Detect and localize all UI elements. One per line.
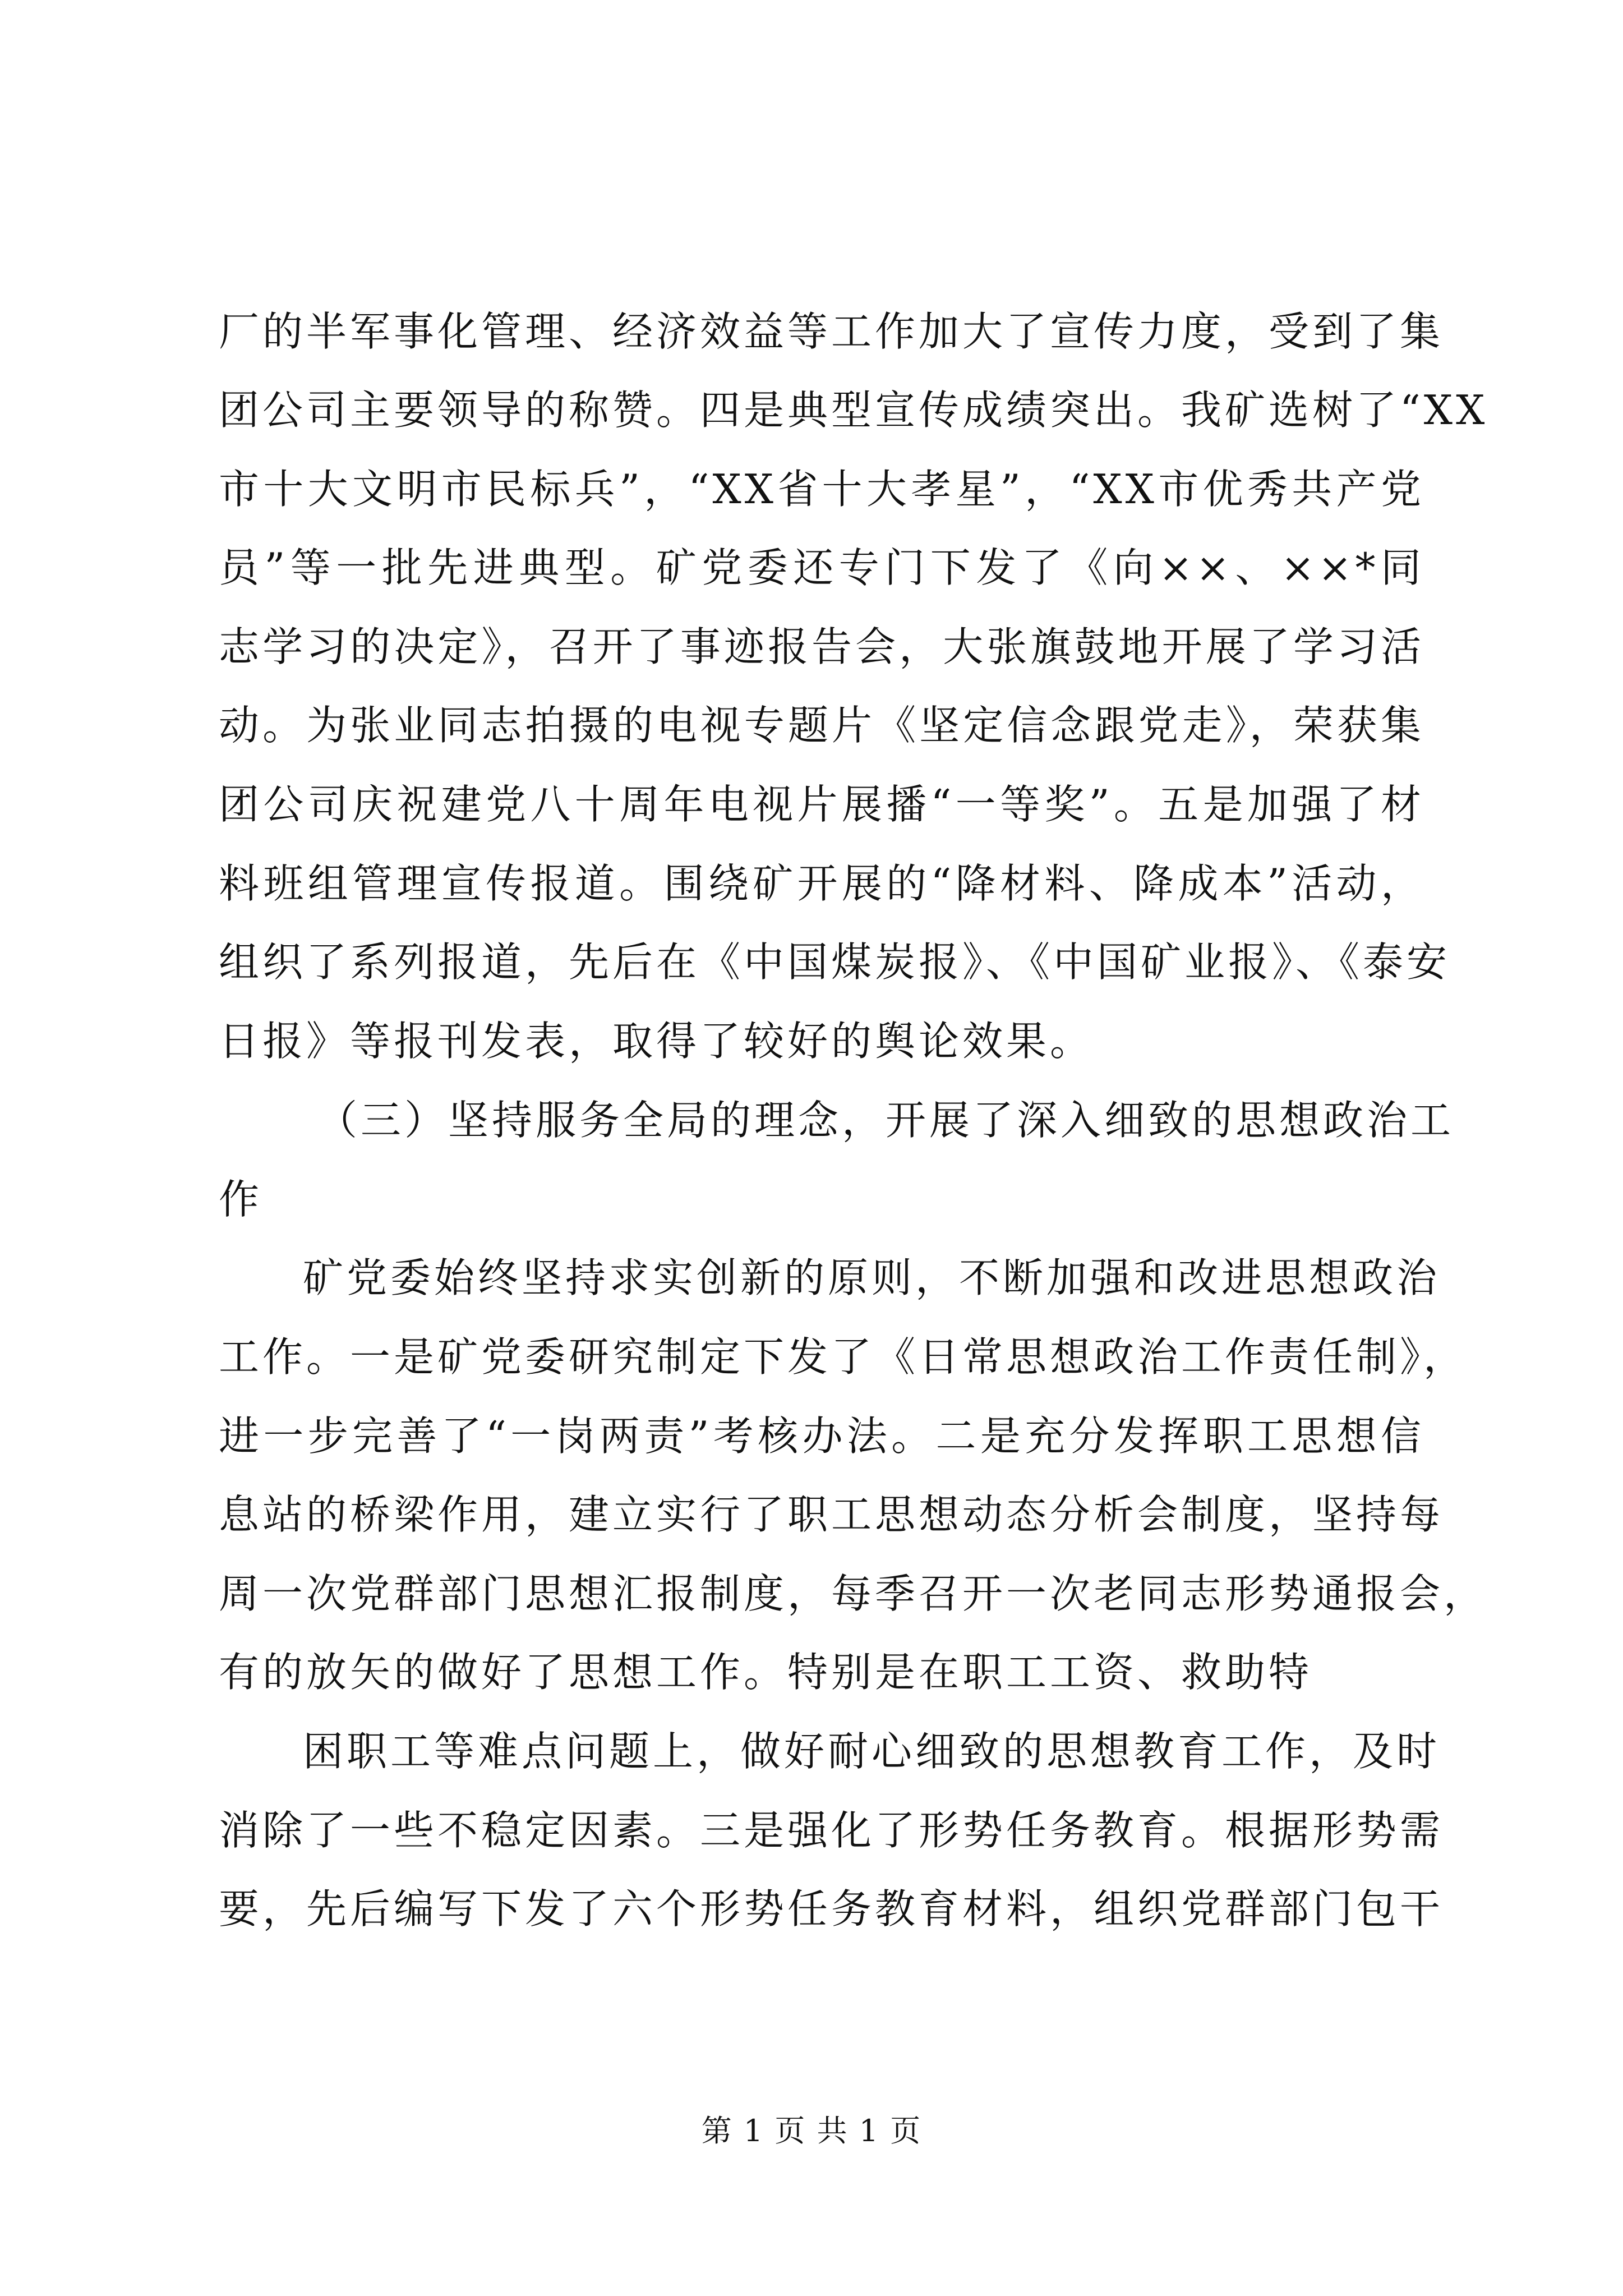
section-heading: （三）坚持服务全局的理念，开展了深入细致的思想政治工 [317,1097,1455,1144]
text-line: 进一步完善了“一岗两责”考核办法。二是充分发挥职工思想信 [219,1412,1424,1460]
text-line: 市十大文明市民标兵”，“XX省十大孝星”，“XX市优秀共产党 [219,466,1424,513]
text-line: 困职工等难点问题上，做好耐心细致的思想教育工作，及时 [303,1728,1441,1775]
text-line: 消除了一些不稳定因素。三是强化了形势任务教育。根据形势需 [219,1807,1444,1854]
text-line: 料班组管理宣传报道。围绕矿开展的“降材料、降成本”活动， [219,860,1424,907]
text-line: 周一次党群部门思想汇报制度，每季召开一次老同志形势通报会， [219,1570,1488,1617]
text-line: 矿党委始终坚持求实创新的原则，不断加强和改进思想政治 [303,1254,1441,1301]
text-line: 组织了系列报道，先后在《中国煤炭报》、《中国矿业报》、《泰安 [219,938,1451,986]
text-line: 日报》等报刊发表，取得了较好的舆论效果。 [219,1018,1094,1065]
text-line: 要，先后编写下发了六个形势任务教育材料，组织党群部门包干 [219,1885,1444,1932]
section-heading-continuation: 作 [219,1176,263,1223]
text-line: 厂的半军事化管理、经济效益等工作加大了宣传力度，受到了集 [219,308,1444,355]
page-number-footer: 第 1 页 共 1 页 [701,2113,922,2148]
text-line: 团公司庆祝建党八十周年电视片展播“一等奖”。五是加强了材 [219,781,1424,828]
text-line: 动。为张业同志拍摄的电视专题片《坚定信念跟党走》，荣获集 [219,702,1424,749]
text-line: 团公司主要领导的称赞。四是典型宣传成绩突出。我矿选树了“XX [219,386,1488,434]
text-line: 员”等一批先进典型。矿党委还专门下发了《向××、××*同 [219,544,1424,591]
text-line: 志学习的决定》，召开了事迹报告会，大张旗鼓地开展了学习活 [219,623,1424,670]
text-line: 息站的桥梁作用，建立实行了职工思想动态分析会制度，坚持每 [219,1491,1444,1538]
text-line: 工作。一是矿党委研究制定下发了《日常思想政治工作责任制》， [219,1333,1468,1381]
text-line: 有的放矢的做好了思想工作。特别是在职工工资、救助特 [219,1649,1313,1696]
